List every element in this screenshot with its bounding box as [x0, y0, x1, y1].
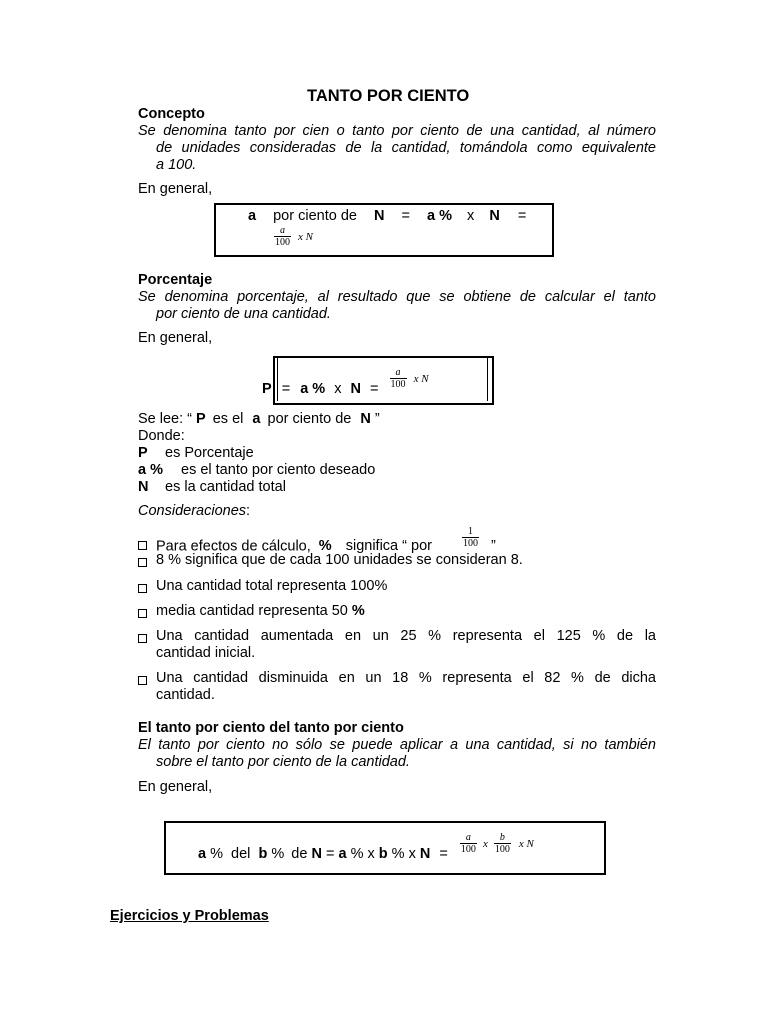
times-N: x N [298, 231, 314, 244]
def-symbol: P [138, 445, 148, 461]
tanto-del-tanto-paragraph [138, 737, 656, 771]
fraction-a-over-100: $\frac{a}{100}$ [275, 225, 290, 248]
equals-sign: = [370, 381, 379, 398]
equals-sign: = [401, 208, 410, 224]
consideracion-item: Una cantidad total representa 100% [156, 578, 388, 594]
tanto-line: sobre el tanto por ciento de la cantidad. [156, 754, 410, 770]
consideracion-item: media cantidad representa 50 % [156, 603, 365, 619]
porcentaje-paragraph [138, 289, 656, 323]
equals-sign: = [517, 208, 527, 224]
times-sign: x [334, 381, 342, 398]
def-text: es Porcentaje [165, 445, 254, 461]
bullet-square-icon [138, 676, 147, 685]
page-title: TANTO POR CIENTO [307, 87, 470, 105]
tanto-del-tanto-heading: El tanto por ciento del tanto por ciento [138, 720, 404, 736]
times-N: x N [518, 838, 534, 851]
times-sign: x [482, 838, 488, 851]
se-lee-line: Se lee: “ P es el a por ciento de N ” [138, 411, 380, 427]
consideracion-item: Para efectos de cálculo, % significa “ por $\frac{1}{100}$ ” [156, 526, 496, 555]
fraction-a-over-100: $\frac{a}{100}$ [390, 367, 406, 390]
formula-tanto-line2 [274, 225, 313, 248]
var-a-percent: a % [300, 381, 326, 398]
ejercicios-heading: Ejercicios y Problemas [110, 908, 269, 924]
formula-porcentaje [262, 367, 429, 398]
var-N: N [373, 208, 385, 224]
text-por-ciento-de: por ciento de [273, 208, 357, 224]
var-N: N [350, 381, 361, 398]
concepto-line: a 100. [156, 157, 197, 173]
consideraciones-label: Consideraciones: [138, 503, 251, 519]
donde-label: Donde: [138, 428, 185, 444]
tanto-line: El tanto por ciento no sólo se puede aplicar a una cantidad, si no también [138, 737, 656, 753]
def-symbol: N [138, 479, 149, 495]
var-a: a [248, 208, 257, 224]
porcentaje-heading: Porcentaje [138, 272, 213, 288]
var-P: P [262, 381, 272, 398]
bullet-square-icon [138, 609, 147, 618]
times-N: x N [413, 373, 429, 386]
fraction-1-over-100: $\frac{1}{100}$ [463, 526, 478, 549]
formula-tanto-line1 [248, 208, 526, 224]
bullet-square-icon [138, 541, 147, 550]
en-general-label: En general, [138, 181, 213, 197]
concepto-line: de unidades consideradas de la cantidad, tomándola como equivalente [156, 140, 656, 156]
def-text: es la cantidad total [165, 479, 286, 495]
times-sign: x [467, 208, 475, 224]
concepto-line: Se denomina tanto por cien o tanto por ciento de una cantidad, al número [138, 123, 656, 139]
equals-sign: = [281, 381, 291, 398]
en-general-label: En general, [138, 779, 213, 795]
porcentaje-line: por ciento de una cantidad. [156, 306, 331, 322]
def-text: es el tanto por ciento deseado [181, 462, 376, 478]
var-a-percent: a % [427, 208, 452, 224]
fraction-a-over-100: $\frac{a}{100}$ [460, 832, 476, 855]
formula-tanto-del-tanto: a % del b % de N = a % x b % x N = $\frac{a}{100}$ x $\frac{b}{100}$ x N [198, 832, 534, 863]
bullet-square-icon [138, 558, 147, 567]
consideracion-item: Una cantidad aumentada en un 25 % representa el 125 % de la cantidad inicial. [156, 628, 656, 661]
porcentaje-line: Se denomina porcentaje, al resultado que se obtiene de calcular el tanto [138, 289, 656, 305]
concepto-paragraph [138, 123, 656, 174]
consideracion-item: 8 % significa que de cada 100 unidades se consideran 8. [156, 552, 523, 568]
var-N: N [489, 208, 500, 224]
fraction-b-over-100: $\frac{b}{100}$ [494, 832, 510, 855]
def-symbol: a % [138, 462, 163, 478]
concepto-heading: Concepto [138, 106, 205, 122]
consideracion-item: Una cantidad disminuida en un 18 % representa el 82 % de dicha cantidad. [156, 670, 656, 703]
box-inner-rule [487, 358, 488, 401]
bullet-square-icon [138, 634, 147, 643]
bullet-square-icon [138, 584, 147, 593]
en-general-label: En general, [138, 330, 213, 346]
